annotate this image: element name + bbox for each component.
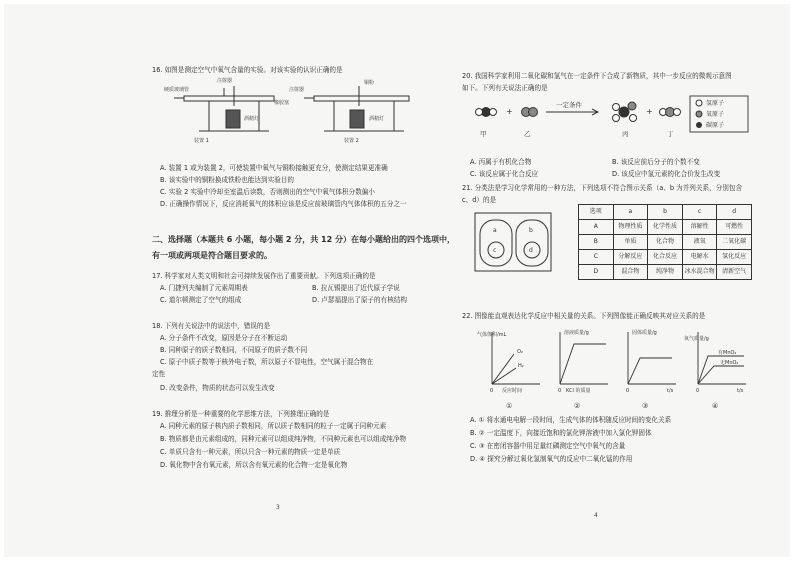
q21-options-table xyxy=(578,204,752,280)
table-row: 选项 a b c d xyxy=(579,205,752,220)
svg-text:丙: 丙 xyxy=(622,130,629,138)
svg-text:硬质玻璃管: 硬质玻璃管 xyxy=(164,87,190,93)
svg-text:O₂: O₂ xyxy=(517,349,523,355)
svg-text:②: ② xyxy=(574,402,581,410)
q19-option-b: B. 物质都是由元素组成的，同种元素可以组成纯净物，不同种元素也可以组成纯净物 xyxy=(160,435,407,443)
q17-option-c: C. 道尔顿测定了空气的组成 xyxy=(160,296,242,304)
q17-stem: 17. 科学家对人类文明和社会可持续发展作出了重要贡献。下列选项正确的是 xyxy=(152,272,376,280)
q22-option-a: A. ① 将水通电电解一段时间，生成气体的体积随反应时间的变化关系 xyxy=(470,416,672,424)
svg-text:注射器: 注射器 xyxy=(289,87,305,93)
q22-stem: 22. 图像能直观表达化学反应中相关量的关系。下列图像能正确反映其对应关系的是 xyxy=(462,312,706,320)
q20-stem: 20. 我国科学家利用二氧化碳和氢气在一定条件下合成了新物质，其中一步反应的微观示意图 xyxy=(462,72,732,80)
q20-stem-cont: 如下。下列有关说法正确的是 xyxy=(462,84,548,92)
q20-option-a: A. 丙属于有机化合物 xyxy=(470,158,532,166)
q21-stem: 21. 分类法是学习化学常用的一种方法，下列选项不符合图示关系（a、b 为并列关系，分别包含 xyxy=(462,184,743,192)
q21-venn-diagram xyxy=(474,212,554,274)
svg-text:无MnO₂: 无MnO₂ xyxy=(720,360,739,366)
svg-text:t/s: t/s xyxy=(737,388,744,394)
scanned-page-spread xyxy=(4,4,790,557)
q22-graphs-figure xyxy=(462,326,752,414)
page-number-left: 3 xyxy=(276,504,280,511)
q20-option-d: D. 该反应中氢元素的化合价发生改变 xyxy=(612,170,721,178)
q20-option-b: B. 该反应前后分子的个数不变 xyxy=(612,158,700,166)
svg-text:d: d xyxy=(529,247,533,254)
q18-option-c-cont: 定性 xyxy=(152,370,166,378)
q18-stem: 18. 下列有关说法中的说法中，错误的是 xyxy=(152,322,271,330)
svg-text:有MnO₂: 有MnO₂ xyxy=(718,350,737,356)
page-number-right: 4 xyxy=(594,512,598,519)
svg-text:注射器: 注射器 xyxy=(217,78,233,84)
svg-text:0: 0 xyxy=(696,388,700,394)
svg-text:丁: 丁 xyxy=(667,130,674,138)
q18-option-b: B. 同种原子的质子数相同，不同原子的质子数不同 xyxy=(160,346,308,354)
q16-option-b: B. 该实验中的铜粉换成铁粉也能达到实验目的 xyxy=(160,176,294,184)
q18-option-a: A. 分子条件不改变，原因是分子在不断运动 xyxy=(160,334,288,342)
q16-option-a: A. 装置 1 或为装置 2，可使装置中氧气与铜粉接触更充分，使测定结果更准确 xyxy=(160,164,388,172)
table-row: A 物理性质 化学性质 溶解性 可燃性 xyxy=(579,220,752,235)
q22-option-b: B. ② 一定温度下，向接近饱和的氯化钾溶液中加入氯化钾固体 xyxy=(470,429,652,437)
svg-text:氧原子: 氧原子 xyxy=(706,111,725,118)
svg-text:碳原子: 碳原子 xyxy=(706,122,725,129)
svg-text:①: ① xyxy=(506,402,513,410)
q19-option-a: A. 同种元素的原子核内质子数相同，所以质子数相同的粒子一定属于同种元素 xyxy=(160,422,387,430)
device2-lamp xyxy=(350,110,364,128)
q20-option-c: C. 该反应属于化合反应 xyxy=(470,170,539,178)
table-row: B 单质 化合物 液氧 二氧化碳 xyxy=(579,235,752,250)
svg-text:装置 2: 装置 2 xyxy=(344,138,359,144)
table-row: C 分解反应 化合反应 电解水 氢化反应 xyxy=(579,250,752,265)
svg-text:酒精灯: 酒精灯 xyxy=(369,116,385,122)
svg-text:反应时间: 反应时间 xyxy=(502,388,523,394)
svg-text:乙: 乙 xyxy=(524,130,531,138)
q18-option-d: D. 改变条件，物质的状态可以发生改变 xyxy=(160,384,275,392)
q16-stem: 16. 如图是测定空气中氧气含量的实验。对该实验的认识正确的是 xyxy=(152,66,343,74)
svg-text:气体体积/mL: 气体体积/mL xyxy=(477,332,507,338)
svg-text:③: ③ xyxy=(642,402,649,410)
svg-text:氧气质量/g: 氧气质量/g xyxy=(684,336,709,342)
svg-text:0: 0 xyxy=(490,388,494,394)
q17-option-b: B. 拉瓦锡提出了近代原子学说 xyxy=(312,284,400,292)
q21-stem-cont: c、d）的是 xyxy=(462,196,497,204)
device1-syringe xyxy=(184,96,274,101)
q22-option-d: D. ④ 探究分解过氧化氢制氧气的反应中二氧化锰的作用 xyxy=(470,455,633,463)
svg-text:固体质量/g: 固体质量/g xyxy=(632,330,657,336)
q22-option-c: C. ③ 在密闭容器中用足量红磷测定空气中氧气的含量 xyxy=(470,442,626,450)
q19-stem: 19. 推理分析是一种重要的化学思维方法，下列推理正确的是 xyxy=(152,410,330,418)
table-row: D 混合物 纯净物 冰水混合物 清新空气 xyxy=(579,265,752,280)
svg-text:b: b xyxy=(529,227,533,234)
svg-text:H₂: H₂ xyxy=(518,363,524,369)
section-heading: 二、选择题（本题共 6 小题，每小题 2 分，共 12 分）在每小题给出的四个选项中， xyxy=(152,235,455,244)
svg-text:c: c xyxy=(493,247,497,254)
svg-text:+: + xyxy=(506,107,513,116)
device1-lamp xyxy=(226,110,240,128)
svg-text:+: + xyxy=(646,107,653,116)
q16-option-d: D. 正确操作情况下，反应消耗氧气的体积应该是反应前玻璃管内气体体积的五分之一 xyxy=(160,200,407,208)
svg-text:橡胶塞: 橡胶塞 xyxy=(274,100,290,106)
q20-molecule-figure xyxy=(462,94,752,139)
q19-option-d: D. 氧化物中含有氧元素，所以含有氧元素的化合物一定是氧化物 xyxy=(160,461,348,469)
q16-apparatus-figure xyxy=(164,76,424,144)
svg-text:a: a xyxy=(493,227,497,234)
svg-text:溶液质量/g: 溶液质量/g xyxy=(564,330,589,336)
svg-text:一定条件: 一定条件 xyxy=(556,101,582,109)
svg-text:0: 0 xyxy=(558,388,562,394)
svg-text:甲: 甲 xyxy=(480,130,487,138)
svg-text:KCl 的质量: KCl 的质量 xyxy=(566,388,591,394)
q16-option-c: C. 实验 2 实验中冷却至室温后读数，否则测出的空气中氧气体积分数偏小 xyxy=(160,188,375,196)
svg-text:0: 0 xyxy=(626,388,630,394)
q19-option-c: C. 单质只含有一种元素，所以只含一种元素的物质一定是单质 xyxy=(160,448,341,456)
svg-text:酒精灯: 酒精灯 xyxy=(244,116,260,122)
svg-text:氢原子: 氢原子 xyxy=(706,100,725,107)
svg-text:铜粉: 铜粉 xyxy=(364,80,375,86)
q18-option-c: C. 原子中质子数等于核外电子数，所以原子不显电性，空气属于混合物在 xyxy=(160,358,374,366)
svg-text:装置 1: 装置 1 xyxy=(194,138,209,144)
svg-text:④: ④ xyxy=(712,402,719,410)
section-heading-cont: 有一项或两项是符合题目要求的。 xyxy=(152,251,272,260)
svg-text:t/s: t/s xyxy=(667,388,674,394)
q17-option-d: D. 卢瑟福提出了原子的有核结构 xyxy=(312,296,407,304)
q17-option-a: A. 门捷列夫编制了元素周期表 xyxy=(160,284,248,292)
device2-syringe xyxy=(314,96,409,101)
